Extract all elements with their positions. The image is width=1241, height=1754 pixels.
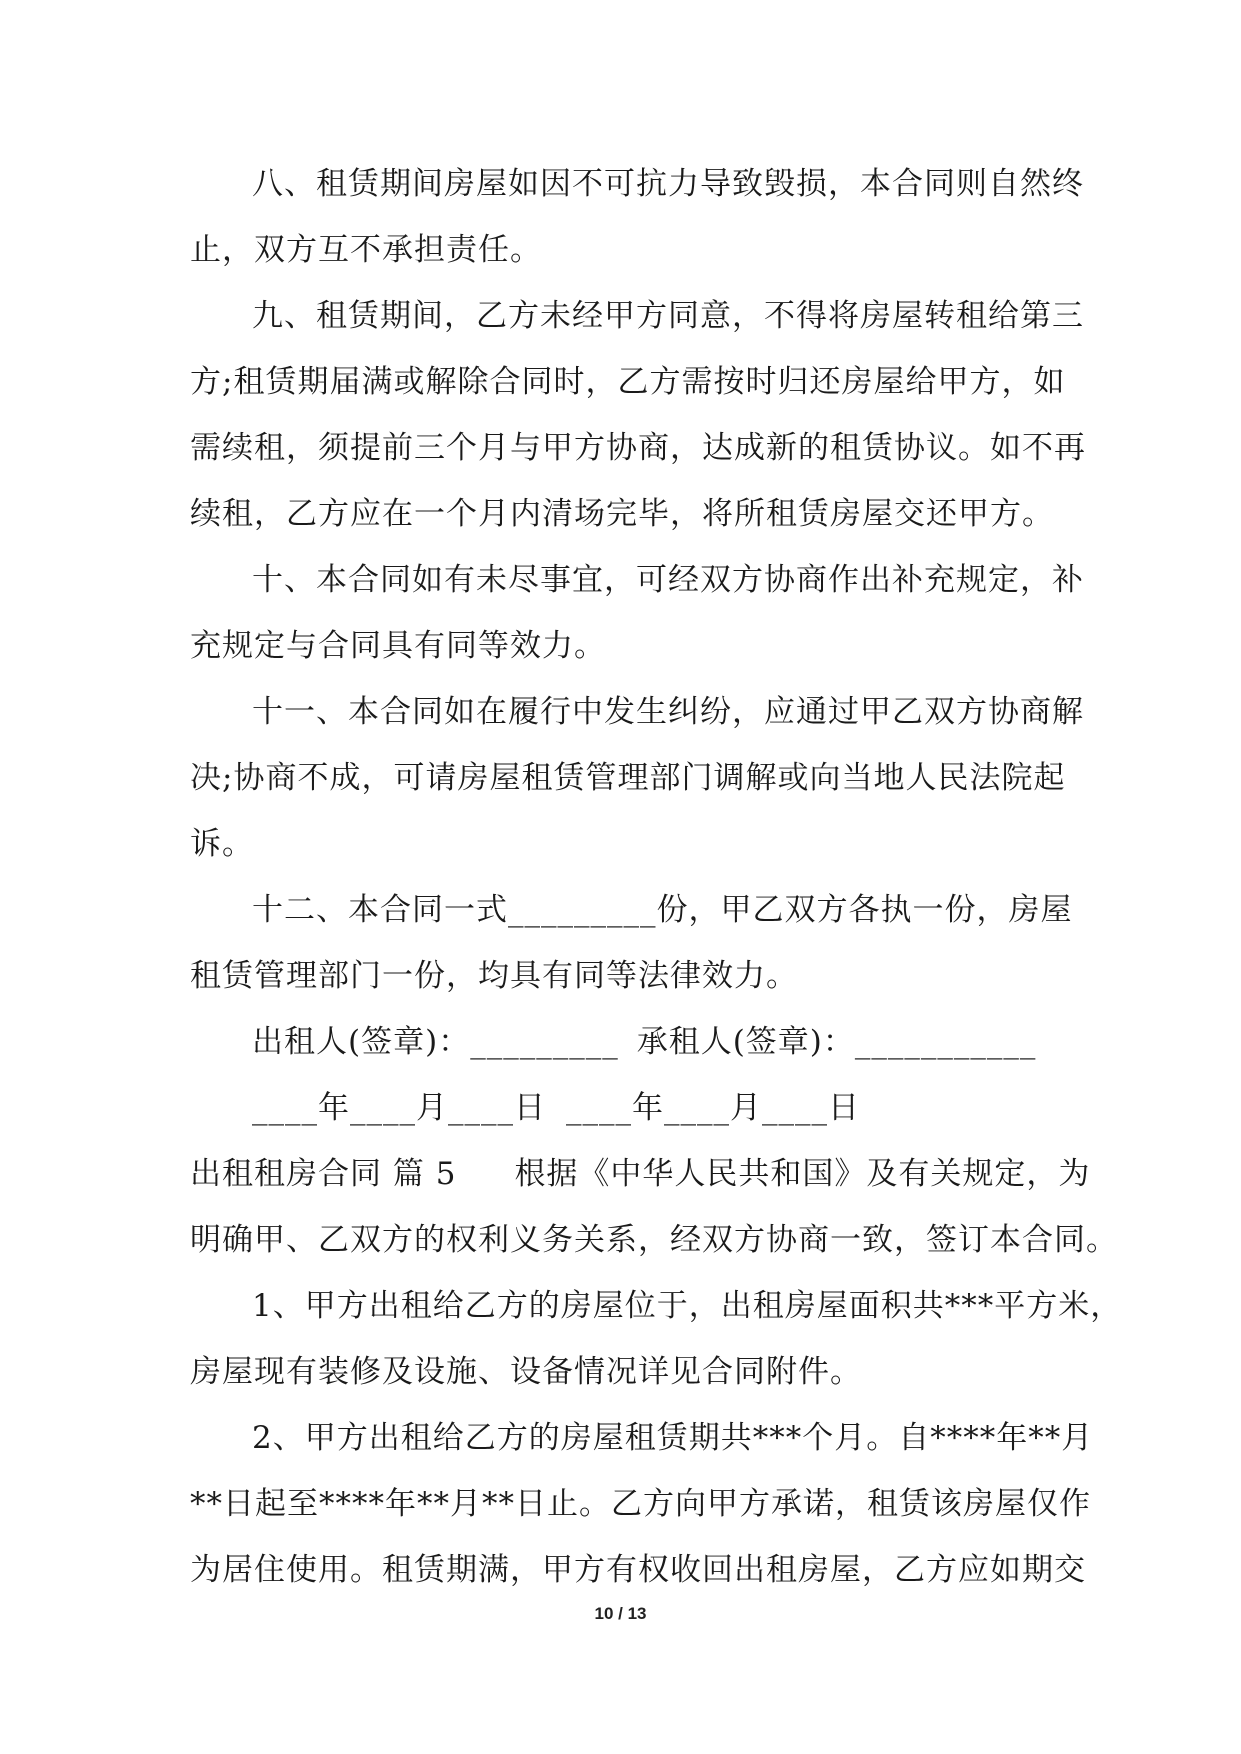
lessor-date: ____年____月____日 xyxy=(252,1090,546,1126)
section-intro-2: 明确甲、乙双方的权利义务关系，经双方协商一致，签订本合同。 xyxy=(190,1222,1118,1258)
article-2-line-2: **日起至****年**月**日止。乙方向甲方承诺，租赁该房屋仅作 xyxy=(190,1486,1091,1522)
clause-9-line-3: 需续租，须提前三个月与甲方协商，达成新的租赁协议。如不再 xyxy=(190,430,1086,466)
lessor-signature: 出租人(签章)：_________ xyxy=(252,1024,619,1060)
clause-9-line-1: 九、租赁期间，乙方未经甲方同意，不得将房屋转租给第三 xyxy=(252,298,1084,334)
clause-12-line-1: 十二、本合同一式_________份，甲乙双方各执一份，房屋 xyxy=(252,892,1073,928)
clause-10-line-2: 充规定与合同具有同等效力。 xyxy=(190,628,606,664)
clause-12-line-2: 租赁管理部门一份，均具有同等法律效力。 xyxy=(190,958,798,994)
clause-11-line-3: 诉。 xyxy=(190,826,254,862)
article-2-line-1: 2、甲方出租给乙方的房屋租赁期共***个月。自****年**月 xyxy=(252,1420,1094,1456)
clause-8-line-2: 止，双方互不承担责任。 xyxy=(190,232,542,268)
lessee-signature: 承租人(签章)：___________ xyxy=(636,1024,1037,1060)
clause-9-line-4: 续租，乙方应在一个月内清场完毕，将所租赁房屋交还甲方。 xyxy=(190,496,1054,532)
section-intro-1: 根据《中华人民共和国》及有关规定，为 xyxy=(514,1156,1091,1192)
section-heading-line xyxy=(190,1141,1091,1207)
article-2-line-3: 为居住使用。租赁期满，甲方有权收回出租房屋，乙方应如期交 xyxy=(190,1552,1086,1588)
article-1-line-2: 房屋现有装修及设施、设备情况详见合同附件。 xyxy=(190,1354,862,1390)
clause-10-line-1: 十、本合同如有未尽事宜，可经双方协商作出补充规定，补 xyxy=(252,562,1084,598)
clause-8-line-1: 八、租赁期间房屋如因不可抗力导致毁损，本合同则自然终 xyxy=(252,166,1084,202)
lessee-date: ____年____月____日 xyxy=(566,1090,860,1126)
clause-11-line-2: 决;协商不成，可请房屋租赁管理部门调解或向当地人民法院起 xyxy=(190,760,1066,796)
section-heading: 出租租房合同 篇 5 xyxy=(190,1156,457,1192)
date-line xyxy=(190,1075,1056,1141)
clause-9-line-2: 方;租赁期届满或解除合同时，乙方需按时归还房屋给甲方，如 xyxy=(190,364,1066,400)
document-body xyxy=(190,151,1123,1603)
page-number: 10 / 13 xyxy=(594,1604,647,1623)
clause-11-line-1: 十一、本合同如在履行中发生纠纷，应通过甲乙双方协商解 xyxy=(252,694,1084,730)
signature-line xyxy=(190,1009,1056,1075)
article-1-line-1: 1、甲方出租给乙方的房屋位于，出租房屋面积共***平方米， xyxy=(252,1288,1123,1324)
